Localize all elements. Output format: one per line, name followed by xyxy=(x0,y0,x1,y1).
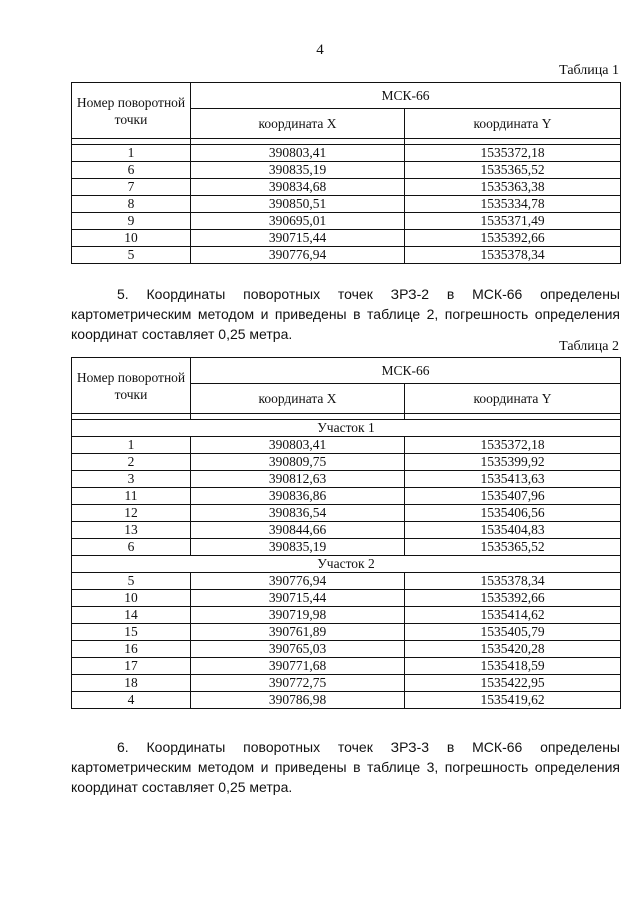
point-number-cell: 12 xyxy=(72,505,191,522)
table1-header-system: МСК-66 xyxy=(191,83,621,109)
coordinate-x-cell: 390771,68 xyxy=(191,658,405,675)
coordinate-y-cell: 1535371,49 xyxy=(405,213,621,230)
table-row xyxy=(72,590,621,607)
point-number-cell: 6 xyxy=(72,162,191,179)
coordinate-x-cell: 390803,41 xyxy=(191,145,405,162)
coordinate-y-cell: 1535404,83 xyxy=(405,522,621,539)
point-number-cell: 9 xyxy=(72,213,191,230)
point-number-cell: 1 xyxy=(72,437,191,454)
table-row xyxy=(72,641,621,658)
point-number-cell: 5 xyxy=(72,573,191,590)
coordinate-x-cell: 390803,41 xyxy=(191,437,405,454)
table2-header-system: МСК-66 xyxy=(191,358,621,384)
coordinate-y-cell: 1535420,28 xyxy=(405,641,621,658)
point-number-cell: 5 xyxy=(72,247,191,264)
table1-caption: Таблица 1 xyxy=(559,63,619,78)
coordinate-x-cell: 390835,19 xyxy=(191,162,405,179)
coordinate-x-cell: 390761,89 xyxy=(191,624,405,641)
coordinate-y-cell: 1535413,63 xyxy=(405,471,621,488)
table-row xyxy=(72,624,621,641)
table-row xyxy=(72,145,621,162)
coordinate-x-cell: 390850,51 xyxy=(191,196,405,213)
point-number-cell: 15 xyxy=(72,624,191,641)
point-number-cell: 7 xyxy=(72,179,191,196)
table1-header-x: координата X xyxy=(191,109,405,139)
coordinate-x-cell: 390844,66 xyxy=(191,522,405,539)
paragraph-6-text: 6. Координаты поворотных точек ЗРЗ-3 в МСК-66 определены картометрическим методом и приведены в таблице 3, погрешность определения координат составляет 0,25 метра. xyxy=(71,739,620,795)
table-row xyxy=(72,247,621,264)
coordinate-y-cell: 1535399,92 xyxy=(405,454,621,471)
coordinate-y-cell: 1535365,52 xyxy=(405,162,621,179)
paragraph-5-text: 5. Координаты поворотных точек ЗРЗ-2 в МСК-66 определены картометрическим методом и приведены в таблице 2, погрешность определения координат составляет 0,25 метра. xyxy=(71,286,620,342)
point-number-cell: 13 xyxy=(72,522,191,539)
coordinate-y-cell: 1535414,62 xyxy=(405,607,621,624)
table-row xyxy=(72,522,621,539)
coordinate-y-cell: 1535372,18 xyxy=(405,145,621,162)
point-number-cell: 6 xyxy=(72,539,191,556)
table2-header-y: координата Y xyxy=(405,384,621,414)
table-row xyxy=(72,437,621,454)
table2-header-point: Номер поворотной точки xyxy=(72,358,191,414)
table-row xyxy=(72,162,621,179)
table1-coordinates xyxy=(71,82,621,264)
coordinate-x-cell: 390836,86 xyxy=(191,488,405,505)
coordinate-y-cell: 1535407,96 xyxy=(405,488,621,505)
table-row xyxy=(72,179,621,196)
table2-header-x: координата X xyxy=(191,384,405,414)
paragraph-6 xyxy=(71,737,620,797)
table-row xyxy=(72,573,621,590)
table-row xyxy=(72,230,621,247)
coordinate-y-cell: 1535378,34 xyxy=(405,573,621,590)
coordinate-x-cell: 390809,75 xyxy=(191,454,405,471)
coordinate-y-cell: 1535334,78 xyxy=(405,196,621,213)
coordinate-x-cell: 390812,63 xyxy=(191,471,405,488)
table-row xyxy=(72,505,621,522)
page-number: 4 xyxy=(316,42,324,58)
coordinate-x-cell: 390715,44 xyxy=(191,590,405,607)
coordinate-x-cell: 390765,03 xyxy=(191,641,405,658)
point-number-cell: 10 xyxy=(72,590,191,607)
table-row xyxy=(72,658,621,675)
coordinate-y-cell: 1535363,38 xyxy=(405,179,621,196)
coordinate-x-cell: 390772,75 xyxy=(191,675,405,692)
coordinate-y-cell: 1535406,56 xyxy=(405,505,621,522)
table2-caption: Таблица 2 xyxy=(559,339,619,354)
coordinate-x-cell: 390776,94 xyxy=(191,573,405,590)
table-row xyxy=(72,196,621,213)
coordinate-y-cell: 1535422,95 xyxy=(405,675,621,692)
coordinate-x-cell: 390719,98 xyxy=(191,607,405,624)
point-number-cell: 14 xyxy=(72,607,191,624)
section-title: Участок 2 xyxy=(72,556,621,573)
table-row xyxy=(72,692,621,709)
coordinate-x-cell: 390715,44 xyxy=(191,230,405,247)
coordinate-x-cell: 390786,98 xyxy=(191,692,405,709)
coordinate-x-cell: 390836,54 xyxy=(191,505,405,522)
coordinate-y-cell: 1535365,52 xyxy=(405,539,621,556)
coordinate-x-cell: 390834,68 xyxy=(191,179,405,196)
coordinate-y-cell: 1535372,18 xyxy=(405,437,621,454)
section-row xyxy=(72,556,621,573)
table2-coordinates xyxy=(71,357,621,709)
coordinate-y-cell: 1535392,66 xyxy=(405,230,621,247)
table1-header-point: Номер поворотной точки xyxy=(72,83,191,139)
point-number-cell: 3 xyxy=(72,471,191,488)
coordinate-y-cell: 1535392,66 xyxy=(405,590,621,607)
coordinate-x-cell: 390695,01 xyxy=(191,213,405,230)
table-row xyxy=(72,213,621,230)
table-row xyxy=(72,488,621,505)
table-row xyxy=(72,454,621,471)
table-row xyxy=(72,471,621,488)
section-row xyxy=(72,420,621,437)
point-number-cell: 16 xyxy=(72,641,191,658)
point-number-cell: 4 xyxy=(72,692,191,709)
coordinate-x-cell: 390776,94 xyxy=(191,247,405,264)
table1-header-y: координата Y xyxy=(405,109,621,139)
coordinate-y-cell: 1535378,34 xyxy=(405,247,621,264)
point-number-cell: 1 xyxy=(72,145,191,162)
coordinate-y-cell: 1535419,62 xyxy=(405,692,621,709)
coordinate-y-cell: 1535405,79 xyxy=(405,624,621,641)
coordinate-y-cell: 1535418,59 xyxy=(405,658,621,675)
table-row xyxy=(72,675,621,692)
point-number-cell: 2 xyxy=(72,454,191,471)
point-number-cell: 8 xyxy=(72,196,191,213)
paragraph-5 xyxy=(71,284,620,344)
section-title: Участок 1 xyxy=(72,420,621,437)
point-number-cell: 10 xyxy=(72,230,191,247)
point-number-cell: 11 xyxy=(72,488,191,505)
coordinate-x-cell: 390835,19 xyxy=(191,539,405,556)
table-row xyxy=(72,607,621,624)
point-number-cell: 17 xyxy=(72,658,191,675)
table-row xyxy=(72,539,621,556)
point-number-cell: 18 xyxy=(72,675,191,692)
